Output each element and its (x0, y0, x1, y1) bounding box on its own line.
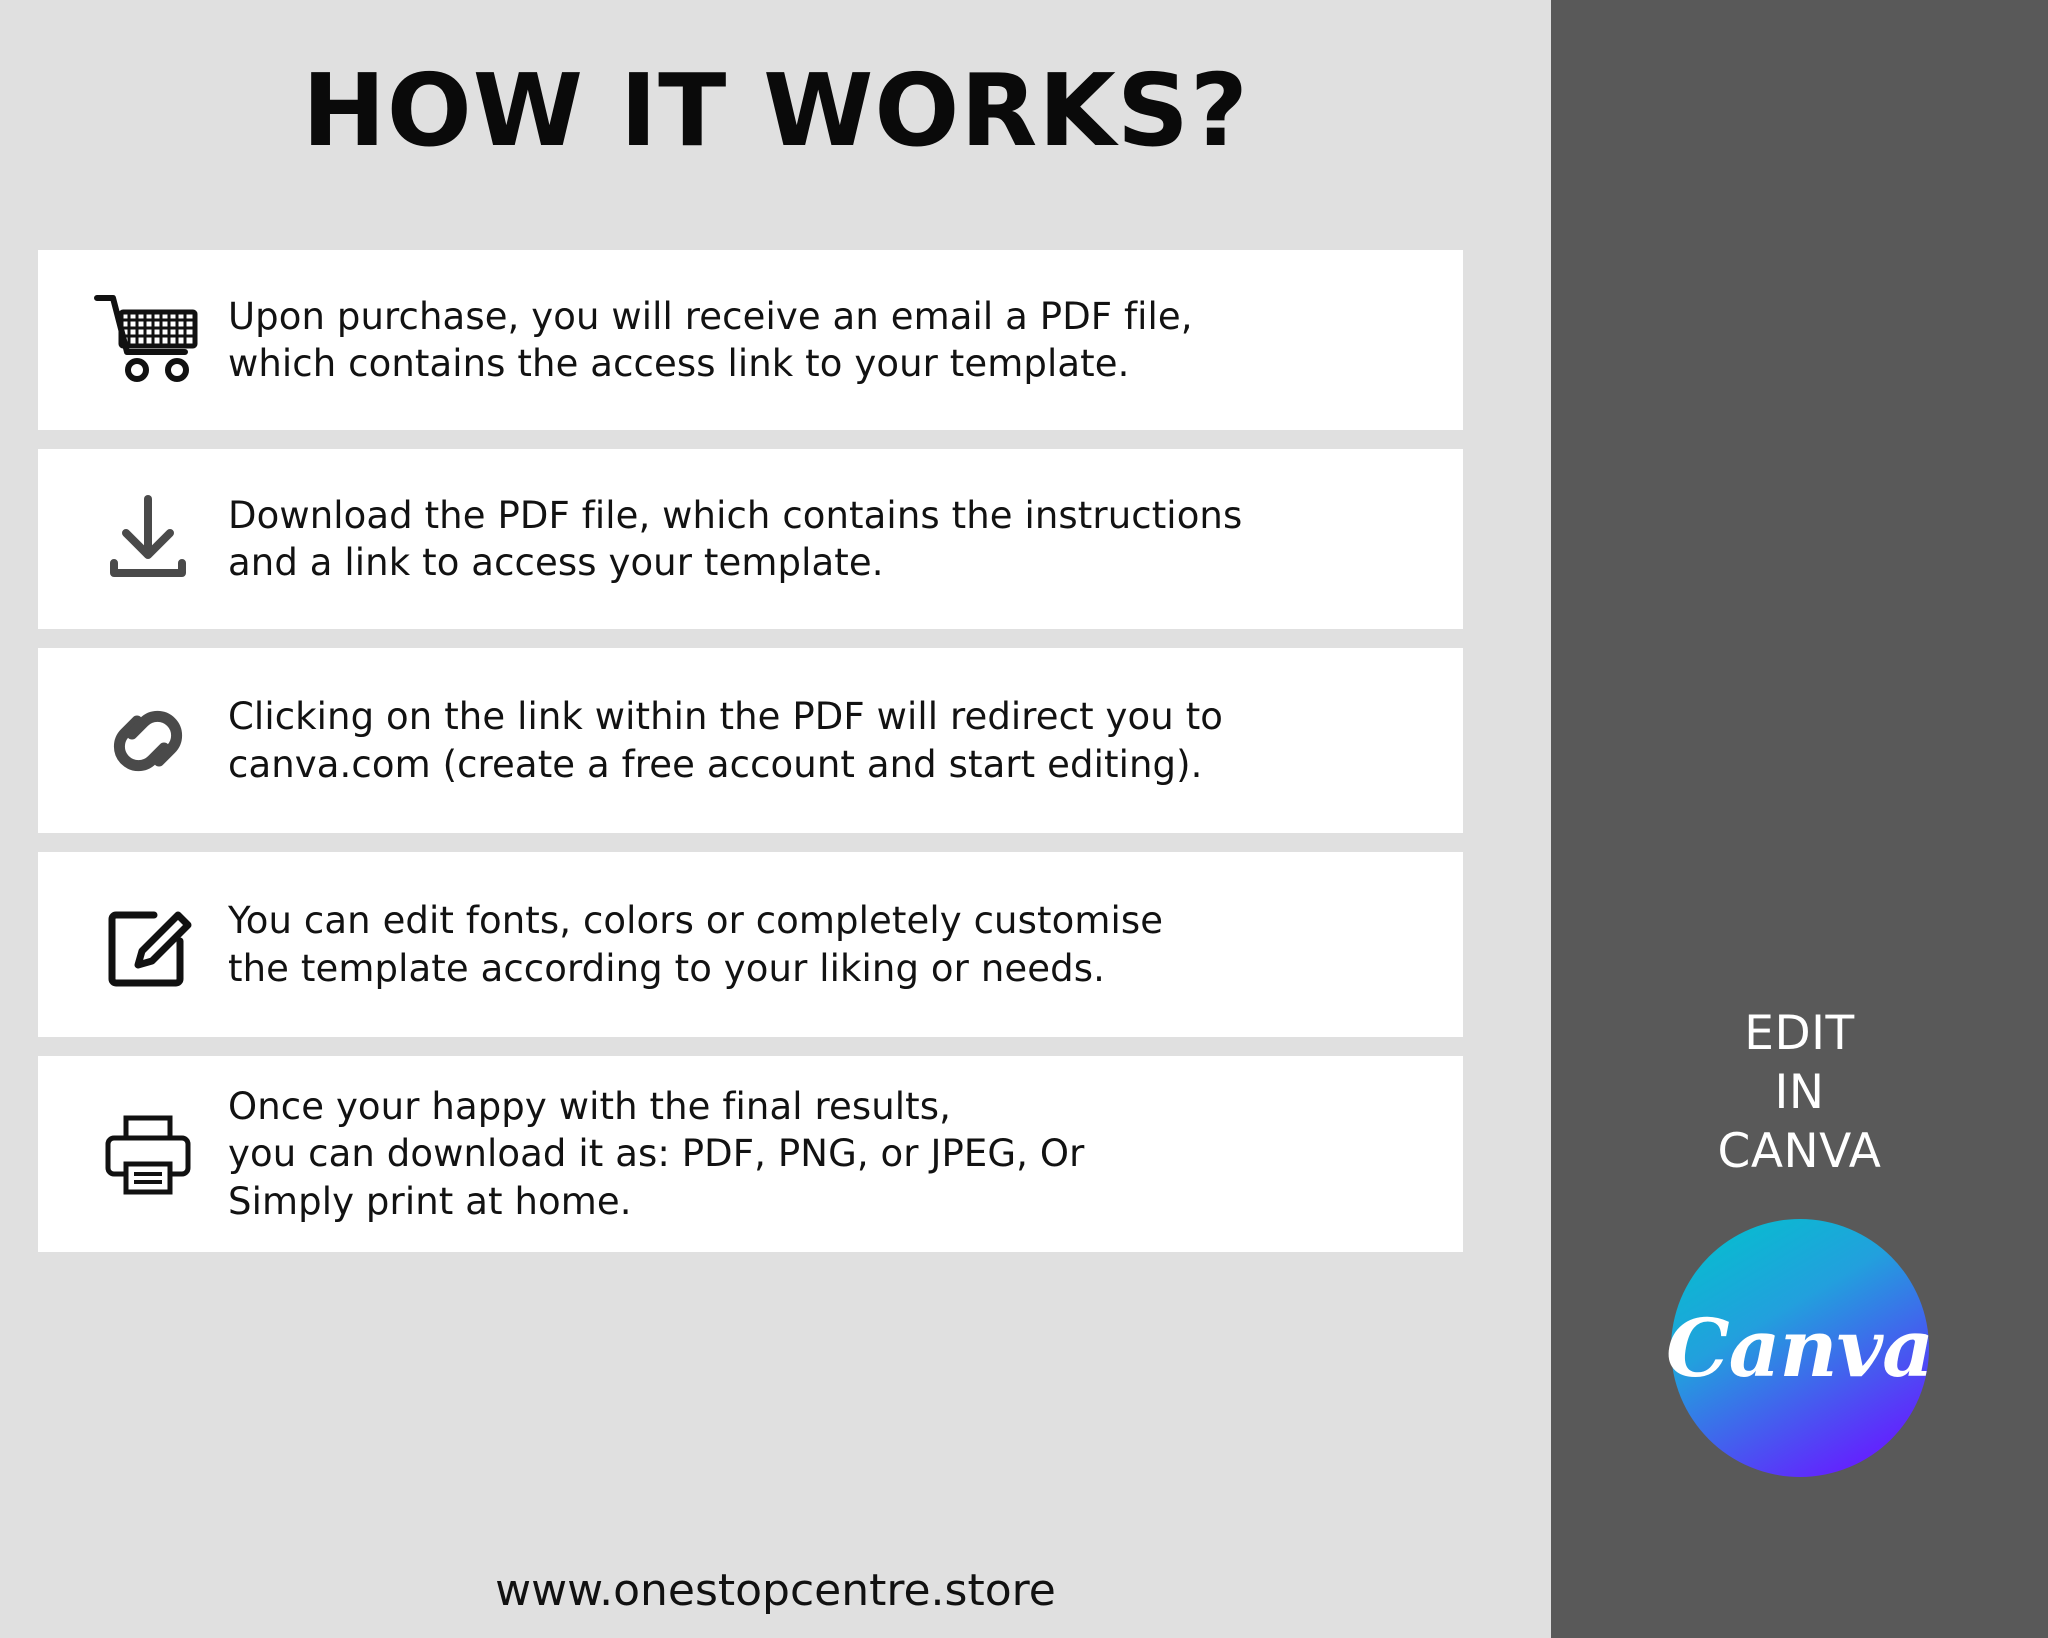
list-item-text (228, 693, 1223, 788)
edit-in-canva-line: EDIT (1744, 1006, 1855, 1061)
shopping-cart-icon (68, 290, 228, 390)
step-line: Simply print at home. (228, 1179, 632, 1223)
step-line: Download the PDF file, which contains the instructions (228, 493, 1243, 537)
canva-sidebar (1551, 0, 2048, 1638)
step-line: Once your happy with the final results, (228, 1084, 951, 1128)
step-line: and a link to access your template. (228, 541, 884, 584)
step-line: you can download it as: PDF, PNG, or JPEG, Or (228, 1132, 1085, 1176)
canva-logo-badge (1666, 1219, 1933, 1477)
step-line: the template according to your liking or needs. (228, 946, 1105, 990)
step-line: Upon purchase, you will receive an email a PDF file, (228, 294, 1193, 338)
page-title: HOW IT WORKS? (302, 52, 1249, 169)
list-item-text (228, 293, 1193, 388)
steps-list (38, 250, 1463, 1271)
edit-pencil-icon (68, 895, 228, 995)
edit-in-canva-label (1718, 1005, 1882, 1181)
list-item-text (228, 1083, 1084, 1225)
edit-in-canva-line: CANVA (1717, 1123, 1882, 1179)
list-item (38, 1056, 1463, 1252)
step-line: You can edit fonts, colors or completely customise (228, 899, 1164, 943)
link-icon (68, 691, 228, 791)
list-item (38, 449, 1463, 629)
step-line: which contains the access link to your template. (228, 342, 1130, 385)
canva-wordmark: Canva (1666, 1301, 1933, 1396)
list-item (38, 852, 1463, 1037)
printer-icon (68, 1104, 228, 1204)
list-item-text (228, 492, 1242, 587)
list-item (38, 648, 1463, 833)
step-line: Clicking on the link within the PDF will redirect you to (228, 695, 1224, 739)
download-icon (68, 489, 228, 589)
list-item (38, 250, 1463, 430)
step-line: canva.com (create a free account and start editing). (228, 742, 1203, 786)
store-url: www.onestopcentre.store (495, 1565, 1056, 1616)
list-item-text (228, 897, 1163, 992)
edit-in-canva-line: IN (1774, 1064, 1825, 1120)
